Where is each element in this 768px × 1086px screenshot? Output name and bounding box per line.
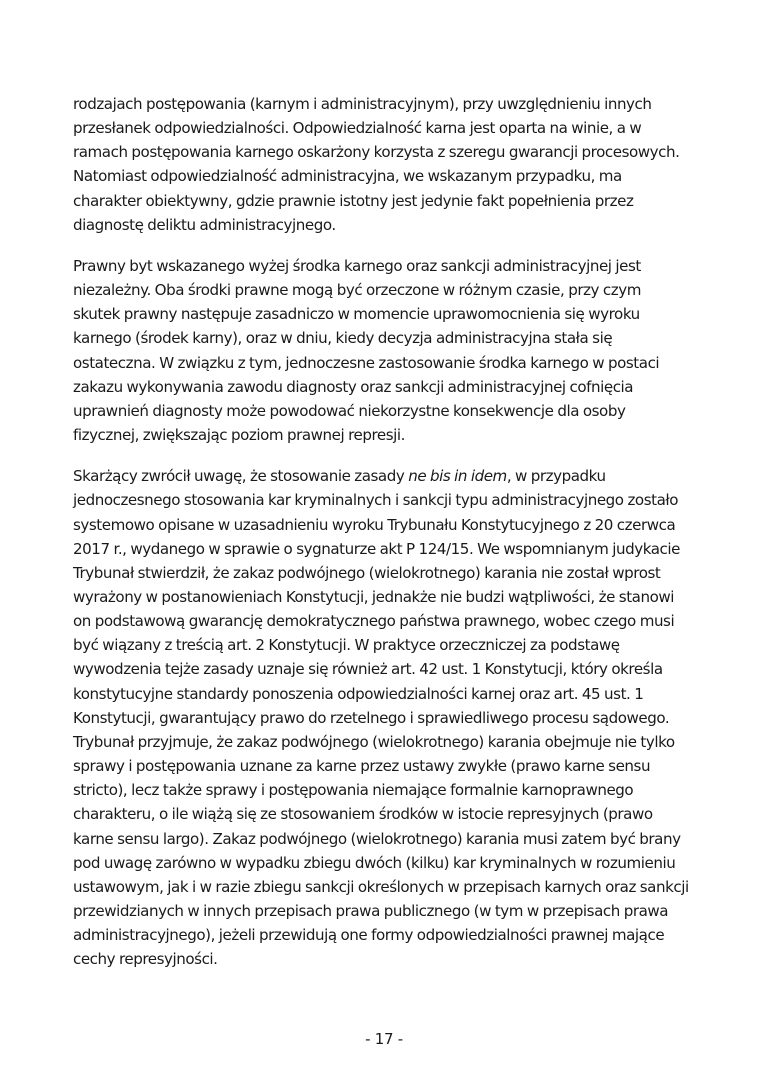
text-line: cechy represyjności. <box>73 950 218 969</box>
text-line <box>73 464 701 488</box>
text-line: administracyjnego), jeżeli przewidują one formy odpowiedzialności prawnej mające <box>73 926 665 945</box>
text-line: charakteru, o ile wiążą się ze stosowaniem środków w istocie represyjnych (prawo <box>73 805 653 824</box>
text-line: zakazu wykonywania zawodu diagnosty oraz sankcji administracyjnej cofnięcia <box>73 377 634 396</box>
text-line: niezależny. Oba środki prawne mogą być orzeczone w różnym czasie, przy czym <box>73 281 641 300</box>
text-line: Natomiast odpowiedzialność administracyjna, we wskazanym przypadku, ma <box>73 167 622 186</box>
text-line: Trybunał przyjmuje, że zakaz podwójnego (wielokrotnego) karania obejmuje nie tylko <box>73 732 675 751</box>
text-line: ostateczna. W związku z tym, jednoczesne zastosowanie środka karnego w postaci <box>73 353 660 372</box>
page-number: - 17 - <box>365 1030 403 1048</box>
text-line: Trybunał stwierdził, że zakaz podwójnego (wielokrotnego) karania nie został wprost <box>73 563 661 582</box>
text-line: stricto), lecz także sprawy i postępowania niemające formalnie karnoprawnego <box>73 781 634 800</box>
text-line: być wiązany z treścią art. 2 Konstytucji. W praktyce orzeczniczej za podstawę <box>73 636 620 655</box>
document-body <box>73 92 701 988</box>
text-line: wyrażony w postanowieniach Konstytucji, jednakże nie budzi wątpliwości, że stanowi <box>73 587 674 606</box>
text-line: sprawy i postępowania uznane za karne przez ustawy zwykłe (prawo karne sensu <box>73 757 651 776</box>
text-line: karne sensu largo). Zakaz podwójnego (wielokrotnego) karania musi zatem być brany <box>73 829 681 848</box>
paragraph-2 <box>73 254 701 447</box>
text-line: przewidzianych w innych przepisach prawa publicznego (w tym w przepisach prawa <box>73 902 669 920</box>
text-line: karnego (środek karny), oraz w dniu, kiedy decyzja administracyjna stała się <box>73 329 613 348</box>
text-line: systemowo opisane w uzasadnieniu wyroku Trybunału Konstytucyjnego z 20 czerwca <box>73 515 676 534</box>
text-run: Skarżący zwrócił uwagę, że stosowanie zasady <box>73 467 409 486</box>
text-line: diagnostę deliktu administracyjnego. <box>73 215 336 234</box>
text-line: on podstawową gwarancję demokratycznego państwa prawnego, wobec czego musi <box>73 612 675 631</box>
latin-phrase: ne bis in idem <box>408 467 507 486</box>
text-line: charakter obiektywny, gdzie prawnie istotny jest jedynie fakt popełnienia przez <box>73 191 634 210</box>
text-line: rodzajach postępowania (karnym i administracyjnym), przy uwzględnieniu innych <box>73 95 652 113</box>
text-line: uprawnień diagnosty może powodować niekorzystne konsekwencje dla osoby <box>73 401 626 420</box>
text-line: 2017 r., wydanego w sprawie o sygnaturze akt P 124/15. We wspomnianym judykacie <box>73 539 680 558</box>
text-line: przesłanek odpowiedzialności. Odpowiedzialność karna jest oparta na winie, a w <box>73 119 642 138</box>
text-line: Prawny byt wskazanego wyżej środka karnego oraz sankcji administracyjnej jest <box>73 256 641 275</box>
text-line: Konstytucji, gwarantujący prawo do rzetelnego i sprawiedliwego procesu sądowego. <box>73 708 670 727</box>
text-line: ustawowym, jak i w razie zbiegu sankcji określonych w przepisach karnych oraz sankcji <box>73 877 689 896</box>
text-line: skutek prawny następuje zasadniczo w momencie uprawomocnienia się wyroku <box>73 305 640 324</box>
paragraph-3 <box>73 464 701 971</box>
text-line: jednoczesnego stosowania kar kryminalnych i sankcji typu administracyjnego zostało <box>73 491 679 510</box>
paragraph-1 <box>73 92 701 237</box>
text-line: pod uwagę zarówno w wypadku zbiegu dwóch (kilku) kar kryminalnych w rozumieniu <box>73 853 676 872</box>
text-line: konstytucyjne standardy ponoszenia odpowiedzialności karnej oraz art. 45 ust. 1 <box>73 684 644 703</box>
text-line: fizycznej, zwiększając poziom prawnej represji. <box>73 426 405 445</box>
text-line: ramach postępowania karnego oskarżony korzysta z szeregu gwarancji procesowych. <box>73 143 680 162</box>
text-run: , w przypadku <box>506 467 606 486</box>
text-line: wywodzenia tejże zasady uznaje się również art. 42 ust. 1 Konstytucji, który określa <box>73 660 663 679</box>
